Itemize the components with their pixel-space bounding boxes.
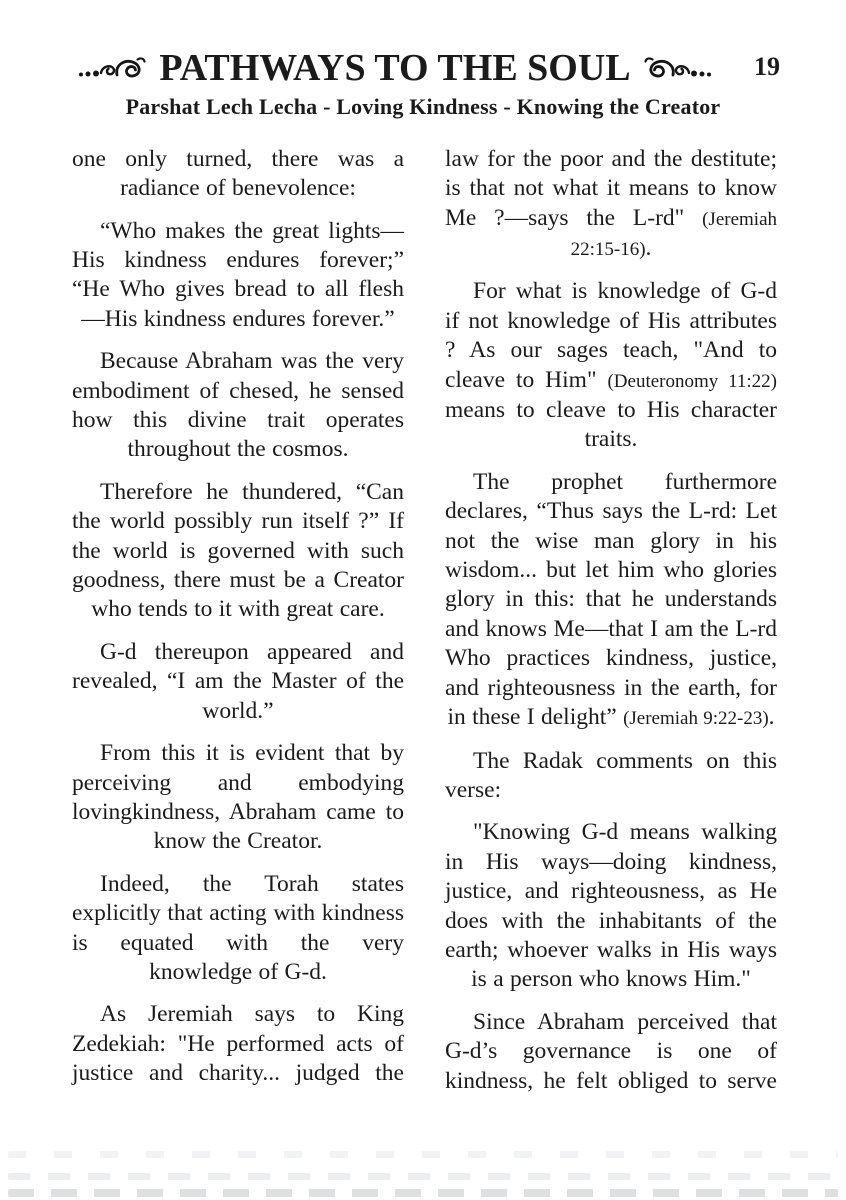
citation: (Jeremiah 22:15-16) bbox=[570, 208, 777, 261]
citation: (Jeremiah 9:22-23) bbox=[623, 708, 769, 730]
paragraph: "Knowing G-d means walking in His ways—doing kindness, justice, and righteousness, as He does with the inhabitants of the earth; whoever walks in His ways is a person who knows Him." bbox=[445, 819, 777, 993]
paragraph: Therefore he thundered, “Can the world possibly run itself ?” If the world is governed with such goodness, there must be a Creator who tends to it with great care. bbox=[72, 478, 404, 623]
paragraph: From this it is evident that by perceiving and embodying lovingkindness, Abraham came to know the Creator. bbox=[72, 740, 404, 855]
paragraph: As Jeremiah says to King Zedekiah: "He performed acts of justice and charity... judged the bbox=[72, 1001, 404, 1087]
paragraph bbox=[445, 145, 777, 265]
citation: (Deuteronomy 11:22) bbox=[607, 370, 778, 392]
page-header bbox=[0, 0, 846, 120]
paragraph: Because Abraham was the very embodiment of chesed, he sensed how this divine trait operates throughout the cosmos. bbox=[72, 348, 404, 463]
paragraph-text: The prophet furthermore declares, “Thus says the L-rd: Let not the wise man glory in his wisdom... but let him who glories glory in this: that he understands and knows Me—that I am the L-rd Who practices kindness, justice, and righteousness in the earth, for in these I delight” bbox=[445, 468, 777, 731]
paragraph-text: For what is knowledge of G-d if not knowledge of His attributes ? As our sages teach, "And to cleave to Him" bbox=[445, 278, 777, 393]
next-page-ghost bbox=[8, 1173, 838, 1180]
paragraph-text: . bbox=[768, 704, 775, 731]
paragraph: Since Abraham perceived that G-d’s governance is one of kindness, he felt obliged to serve bbox=[445, 1008, 777, 1094]
paragraph bbox=[445, 468, 777, 734]
flourish-left-icon bbox=[77, 55, 149, 83]
page-number: 19 bbox=[754, 52, 780, 81]
paragraph: G-d thereupon appeared and revealed, “I am the Master of the world.” bbox=[72, 638, 404, 724]
page-subtitle: Parshat Lech Lecha - Loving Kindness - Knowing the Creator bbox=[125, 93, 721, 119]
paragraph: Indeed, the Torah states explicitly that acting with kindness is equated with the very knowledge of G-d. bbox=[72, 870, 404, 985]
text-columns bbox=[0, 145, 846, 1109]
paragraph-text: means to cleave to His character traits. bbox=[445, 397, 777, 453]
title-row bbox=[0, 48, 818, 90]
next-page-ghost bbox=[8, 1151, 838, 1158]
column-right bbox=[445, 145, 777, 1109]
paragraph-text: . bbox=[645, 235, 652, 262]
paragraph-text: law for the poor and the destitute; is that not what it means to know Me ?—says the L-rd" bbox=[445, 145, 777, 231]
column-left bbox=[72, 145, 404, 1109]
paragraph: one only turned, there was a radiance of benevolence: bbox=[72, 145, 404, 202]
paragraph: “Who makes the great lights—His kindness endures forever;” “He Who gives bread to all flesh—His kindness endures forever.” bbox=[72, 217, 404, 332]
paragraph bbox=[445, 277, 777, 454]
flourish-right-icon bbox=[641, 55, 713, 83]
page-title: PATHWAYS TO THE SOUL bbox=[159, 47, 631, 89]
paragraph: The Radak comments on this verse: bbox=[445, 747, 777, 803]
next-page-ghost bbox=[8, 1189, 838, 1197]
